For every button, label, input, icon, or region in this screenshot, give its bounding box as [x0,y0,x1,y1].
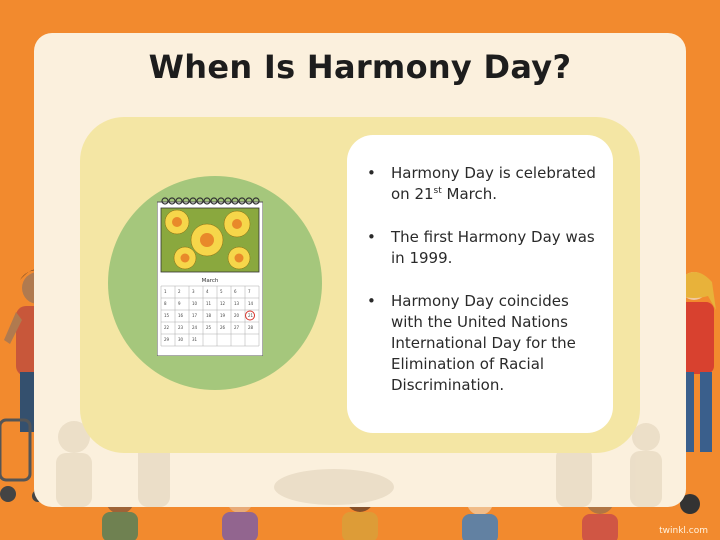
calendar-day: 22 [164,325,170,330]
bullet-text-end: March. [441,185,498,203]
calendar-month-label: March [201,278,219,284]
calendar-day: 10 [192,301,198,306]
calendar-day: 26 [220,325,226,330]
calendar-day: 27 [234,325,240,330]
bullet-list [365,163,605,418]
calendar-day: 9 [178,301,181,306]
calendar-day: 7 [248,289,251,294]
info-card [347,135,613,433]
calendar-day: 3 [192,289,195,294]
calendar-day: 2 [178,289,181,294]
calendar-day: 16 [178,313,184,318]
calendar-day: 1 [164,289,167,294]
bullet-text: Harmony Day coincides with the United Nations International Day for the Elimination of Racial Discrimination. [391,292,576,394]
bullet-dot: • [367,292,376,310]
calendar-day: 12 [220,301,226,306]
bullet-item [365,291,605,396]
bullet-item [365,163,605,205]
bullet-text: Harmony Day is celebrated on 21 [391,164,596,203]
calendar-day: 31 [192,337,198,342]
calendar-day: 21 [248,313,254,318]
slide-title: When Is Harmony Day? [148,48,572,86]
calendar-day: 30 [178,337,184,342]
calendar-day: 25 [206,325,212,330]
calendar-day: 14 [248,301,254,306]
calendar-day: 19 [220,313,226,318]
bullet-dot: • [367,164,376,182]
calendar-day: 23 [178,325,184,330]
calendar-day: 17 [192,313,198,318]
calendar-day: 28 [248,325,254,330]
calendar-day: 24 [192,325,198,330]
calendar-illustration [157,196,263,356]
calendar-day: 13 [234,301,240,306]
calendar-day: 20 [234,313,240,318]
calendar-day: 6 [234,289,237,294]
calendar-day: 15 [164,313,170,318]
calendar-day: 18 [206,313,212,318]
watermark-text: twinkl.com [659,526,708,536]
calendar-day: 11 [206,301,212,306]
calendar-day: 8 [164,301,167,306]
calendar-day: 5 [220,289,223,294]
calendar-day: 29 [164,337,170,342]
bullet-dot: • [367,228,376,246]
bullet-item [365,227,605,269]
calendar-day: 4 [206,289,209,294]
bullet-superscript: st [433,186,442,196]
bullet-text: The first Harmony Day was in 1999. [391,228,595,267]
daffodil-picture [161,208,259,272]
